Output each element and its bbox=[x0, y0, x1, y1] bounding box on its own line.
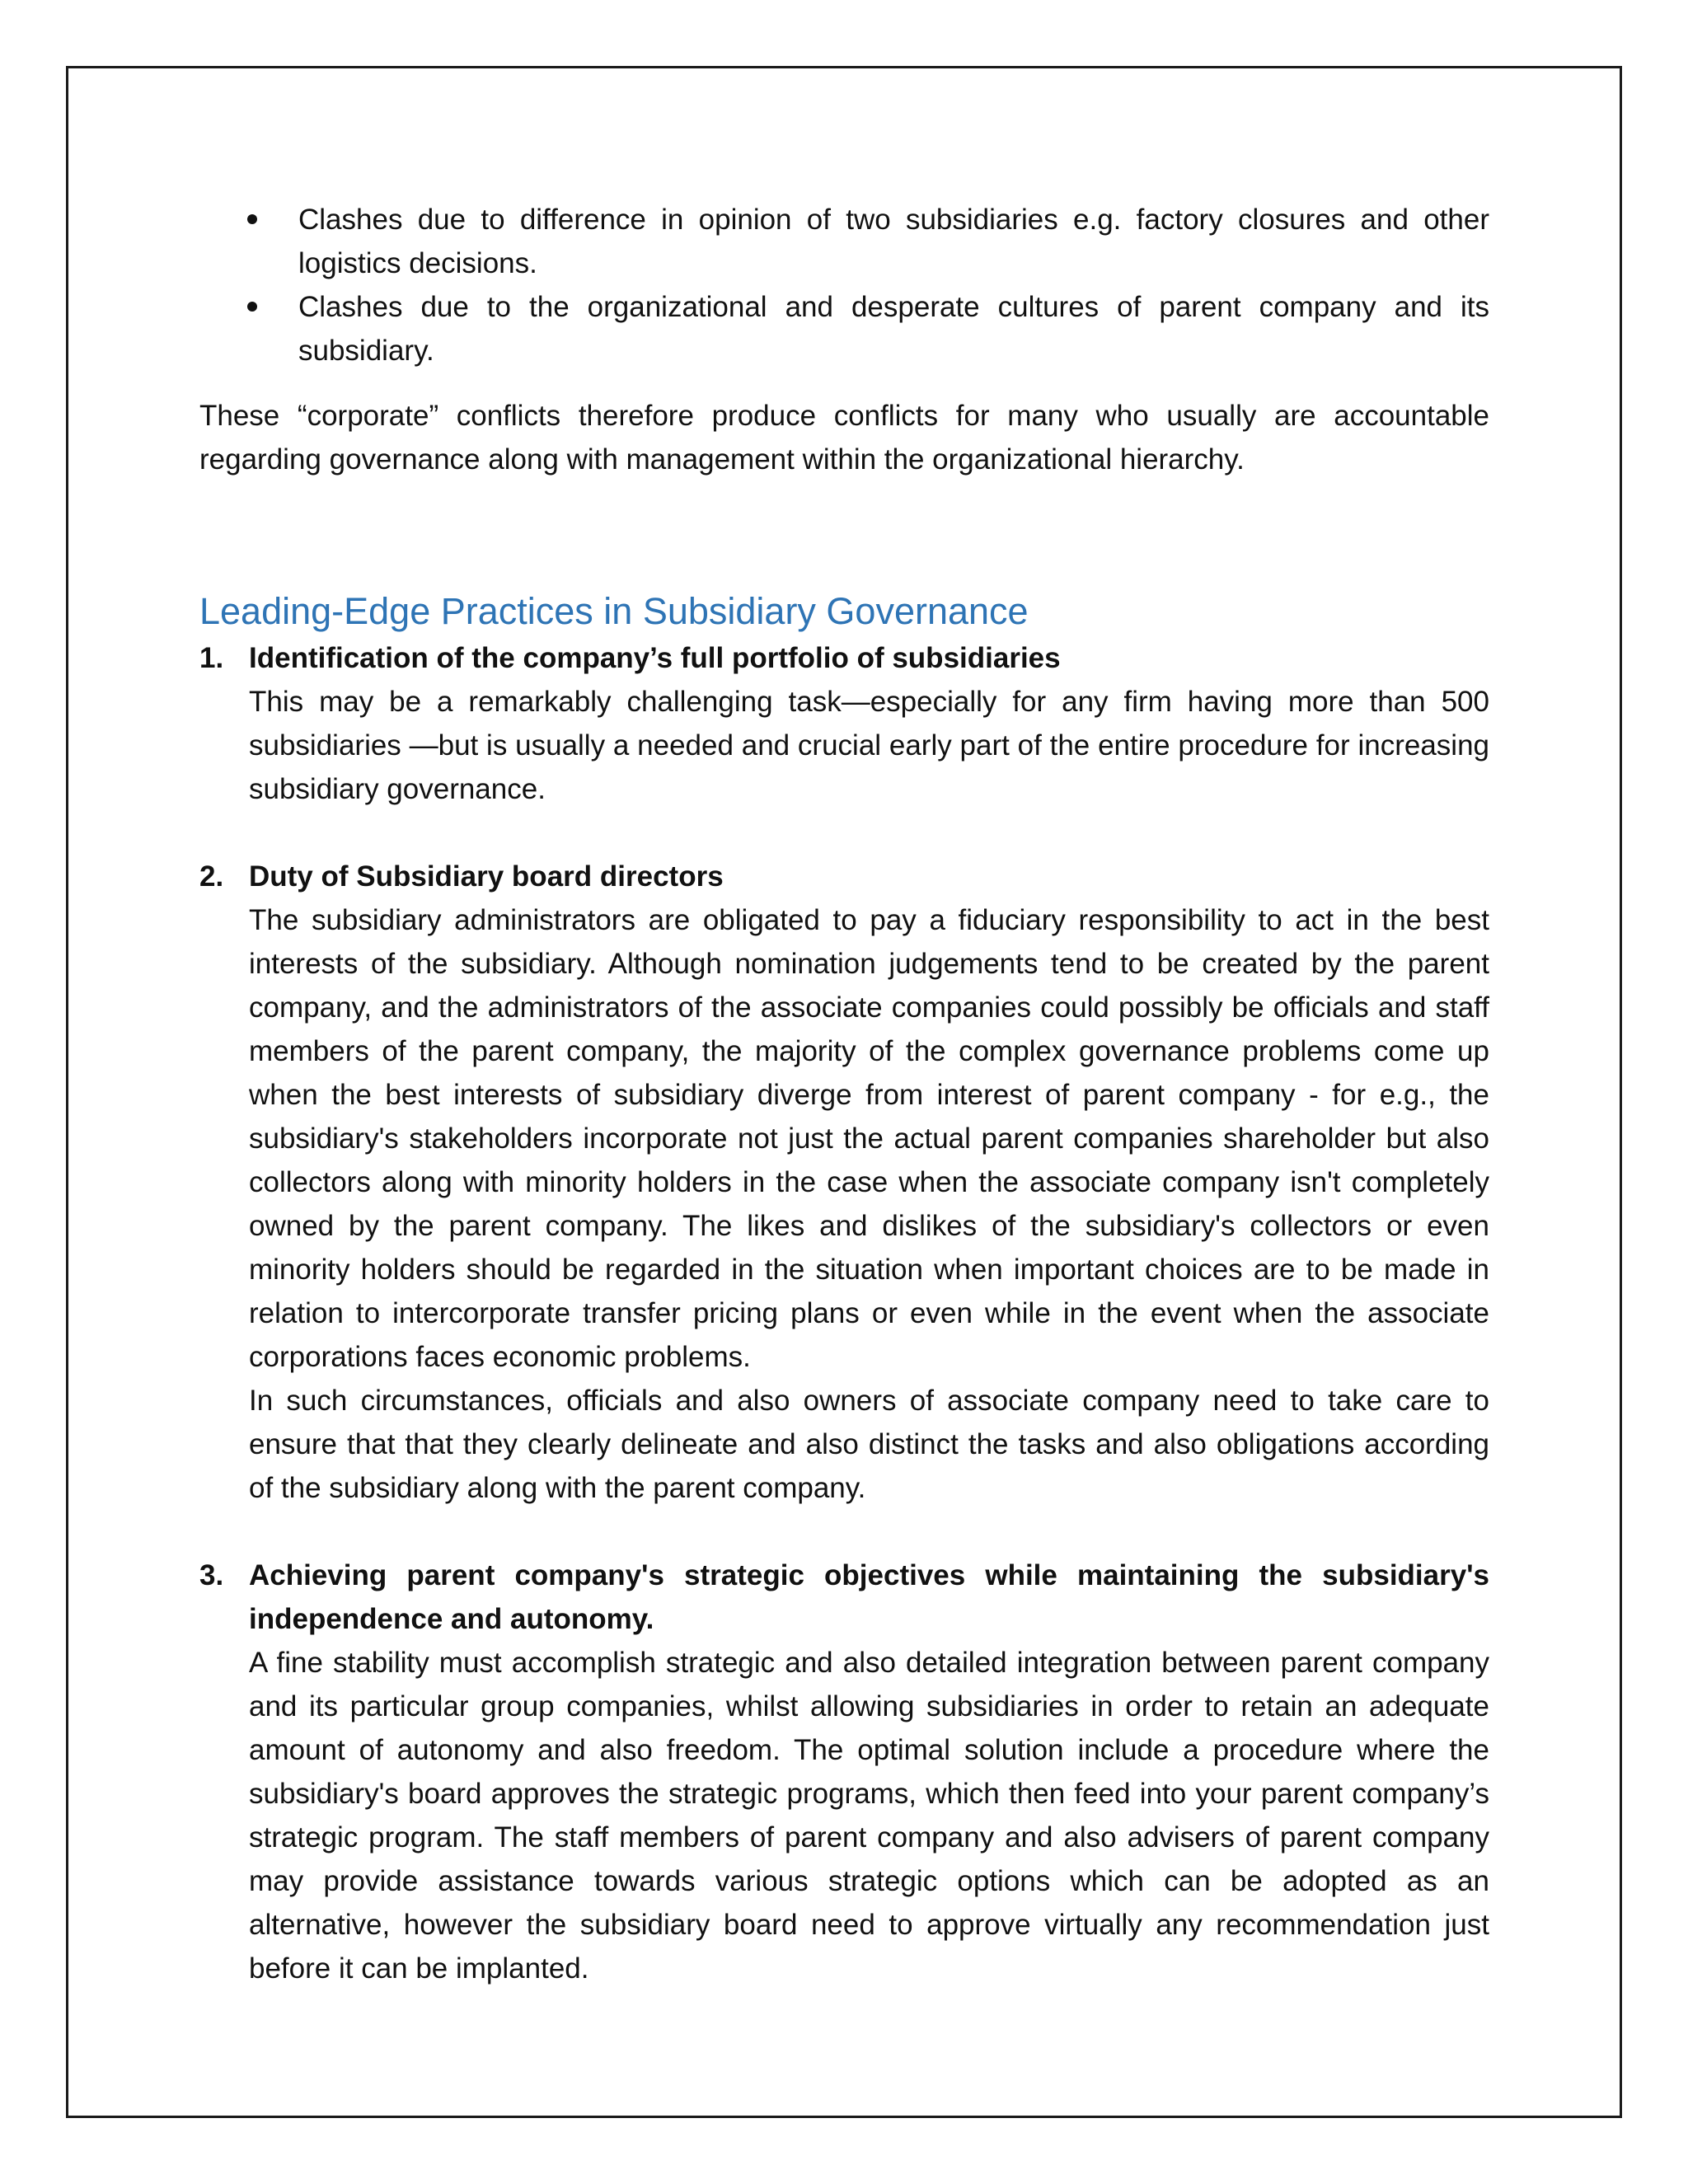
numbered-item bbox=[199, 855, 1489, 1510]
item-title: Duty of Subsidiary board directors bbox=[249, 860, 724, 893]
intro-paragraph: These “corporate” conflicts therefore produce conflicts for many who usually are accountable regarding governance along with management within the organizational hierarchy. bbox=[199, 400, 1489, 476]
bullet-icon bbox=[247, 302, 257, 312]
item-number: 2. bbox=[199, 860, 224, 893]
bullet-list bbox=[199, 198, 1489, 373]
bullet-text: Clashes due to the organizational and desperate cultures of parent company and its subsidiary. bbox=[298, 291, 1489, 367]
item-paragraph: In such circumstances, officials and also owners of associate company need to take care to ensure that that they clearly delineate and also distinct the tasks and also obligations according of the subsidiary along with the parent company. bbox=[249, 1385, 1489, 1504]
bullet-icon bbox=[247, 214, 257, 224]
item-number: 3. bbox=[199, 1559, 224, 1591]
item-title: Identification of the company’s full portfolio of subsidiaries bbox=[249, 642, 1061, 674]
bullet-text: Clashes due to difference in opinion of two subsidiaries e.g. factory closures and other logistics decisions. bbox=[298, 204, 1489, 279]
section-heading: Leading-Edge Practices in Subsidiary Governance bbox=[199, 590, 1029, 632]
bullet-item bbox=[199, 285, 1489, 373]
item-title: Achieving parent company's strategic objectives while maintaining the subsidiary's independence and autonomy. bbox=[249, 1559, 1489, 1635]
item-number: 1. bbox=[199, 642, 224, 674]
bullet-item bbox=[199, 198, 1489, 285]
numbered-list bbox=[199, 636, 1489, 1990]
document-content bbox=[199, 198, 1489, 1990]
numbered-item bbox=[199, 1554, 1489, 1990]
numbered-item bbox=[199, 636, 1489, 811]
item-paragraph: The subsidiary administrators are obligated to pay a fiduciary responsibility to act in the best interests of the subsidiary. Although nomination judgements tend to be created by the parent company, and the administrators of the associate companies could possibly be officials and staff members of the parent company, the majority of the complex governance problems come up when the best interests of subsidiary diverge from interest of parent company - for e.g., the subsidiary's stakeholders incorporate not just the actual parent companies shareholder but also collectors along with minority holders in the case when the associate company isn't completely owned by the parent company. The likes and dislikes of the subsidiary's collectors or even minority holders should be regarded in the situation when important choices are to be made in relation to intercorporate transfer pricing plans or even while in the event when the associate corporations faces economic problems. bbox=[249, 904, 1489, 1373]
item-paragraph: This may be a remarkably challenging task—especially for any firm having more than 500 subsidiaries —but is usually a needed and crucial early part of the entire procedure for increasing subsidiary governance. bbox=[249, 686, 1489, 805]
item-paragraph: A fine stability must accomplish strategic and also detailed integration between parent company and its particular group companies, whilst allowing subsidiaries in order to retain an adequate amount of autonomy and also freedom. The optimal solution include a procedure where the subsidiary's board approves the strategic programs, which then feed into your parent company’s strategic program. The staff members of parent company and also advisers of parent company may provide assistance towards various strategic options which can be adopted as an alternative, however the subsidiary board need to approve virtually any recommendation just before it can be implanted. bbox=[249, 1647, 1489, 1985]
